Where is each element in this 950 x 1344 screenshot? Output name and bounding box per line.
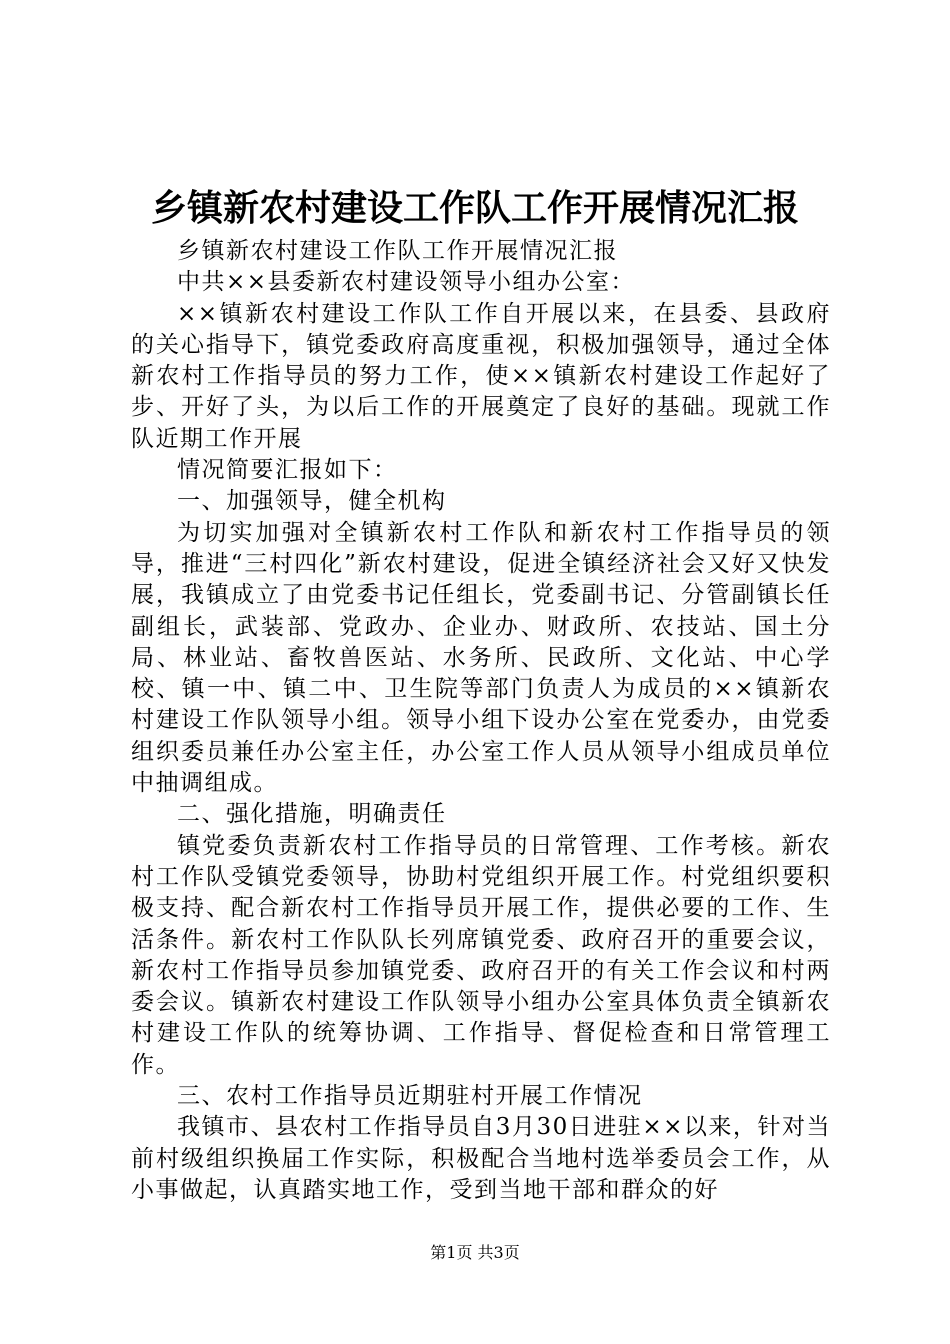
section-heading-3: 三、农村工作指导员近期驻村开展工作情况 (177, 1083, 643, 1110)
paragraph-intro-continued: 情况简要汇报如下： (177, 457, 398, 484)
paragraph-section-3: 我镇市、县农村工作指导员自3月30日进驻××以来，针对当前村级组织换届工作实际，积极配合当地村选举委员会工作，从小事做起，认真踏实地工作，受到当地干部和群众的好 (131, 1114, 831, 1203)
document-body (131, 236, 831, 1206)
paragraph-recipient: 中共××县委新农村建设领导小组办公室： (177, 269, 636, 296)
section-heading-2: 二、强化措施，明确责任 (177, 801, 447, 828)
paragraph-section-1: 为切实加强对全镇新农村工作队和新农村工作指导员的领导，推进“三村四化”新农村建设，促进全镇经济社会又好又快发展，我镇成立了由党委书记任组长，党委副书记、分管副镇长任副组长，武装部、党政办、企业办、财政所、农技站、国土分局、林业站、畜牧兽医站、水务所、民政所、文化站、中心学校、镇一中、镇二中、卫生院等部门负责人为成员的××镇新农村建设工作队领导小组。领导小组下设办公室在党委办，由党委组织委员兼任办公室主任，办公室工作人员从领导小组成员单位中抽调组成。 (131, 519, 831, 797)
document-title: 乡镇新农村建设工作队工作开展情况汇报 (150, 187, 799, 229)
paragraph-section-2: 镇党委负责新农村工作指导员的日常管理、工作考核。新农村工作队受镇党委领导，协助村党组织开展工作。村党组织要积极支持、配合新农村工作指导员开展工作，提供必要的工作、生活条件。新农村工作队队长列席镇党委、政府召开的重要会议，新农村工作指导员参加镇党委、政府召开的有关工作会议和村两委会议。镇新农村建设工作队领导小组办公室具体负责全镇新农村建设工作队的统筹协调、工作指导、督促检查和日常管理工作。 (131, 832, 831, 1078)
paragraph-subtitle: 乡镇新农村建设工作队工作开展情况汇报 (177, 238, 618, 264)
page-footer: 第1页 共3页 (430, 1243, 520, 1262)
section-heading-1: 一、加强领导，健全机构 (177, 488, 447, 515)
paragraph-intro: ××镇新农村建设工作队工作自开展以来，在县委、县政府的关心指导下，镇党委政府高度重视，积极加强领导，通过全体新农村工作指导员的努力工作，使××镇新农村建设工作起好了步、开好了头，为以后工作的开展奠定了良好的基础。现就工作队近期工作开展 (131, 300, 831, 452)
